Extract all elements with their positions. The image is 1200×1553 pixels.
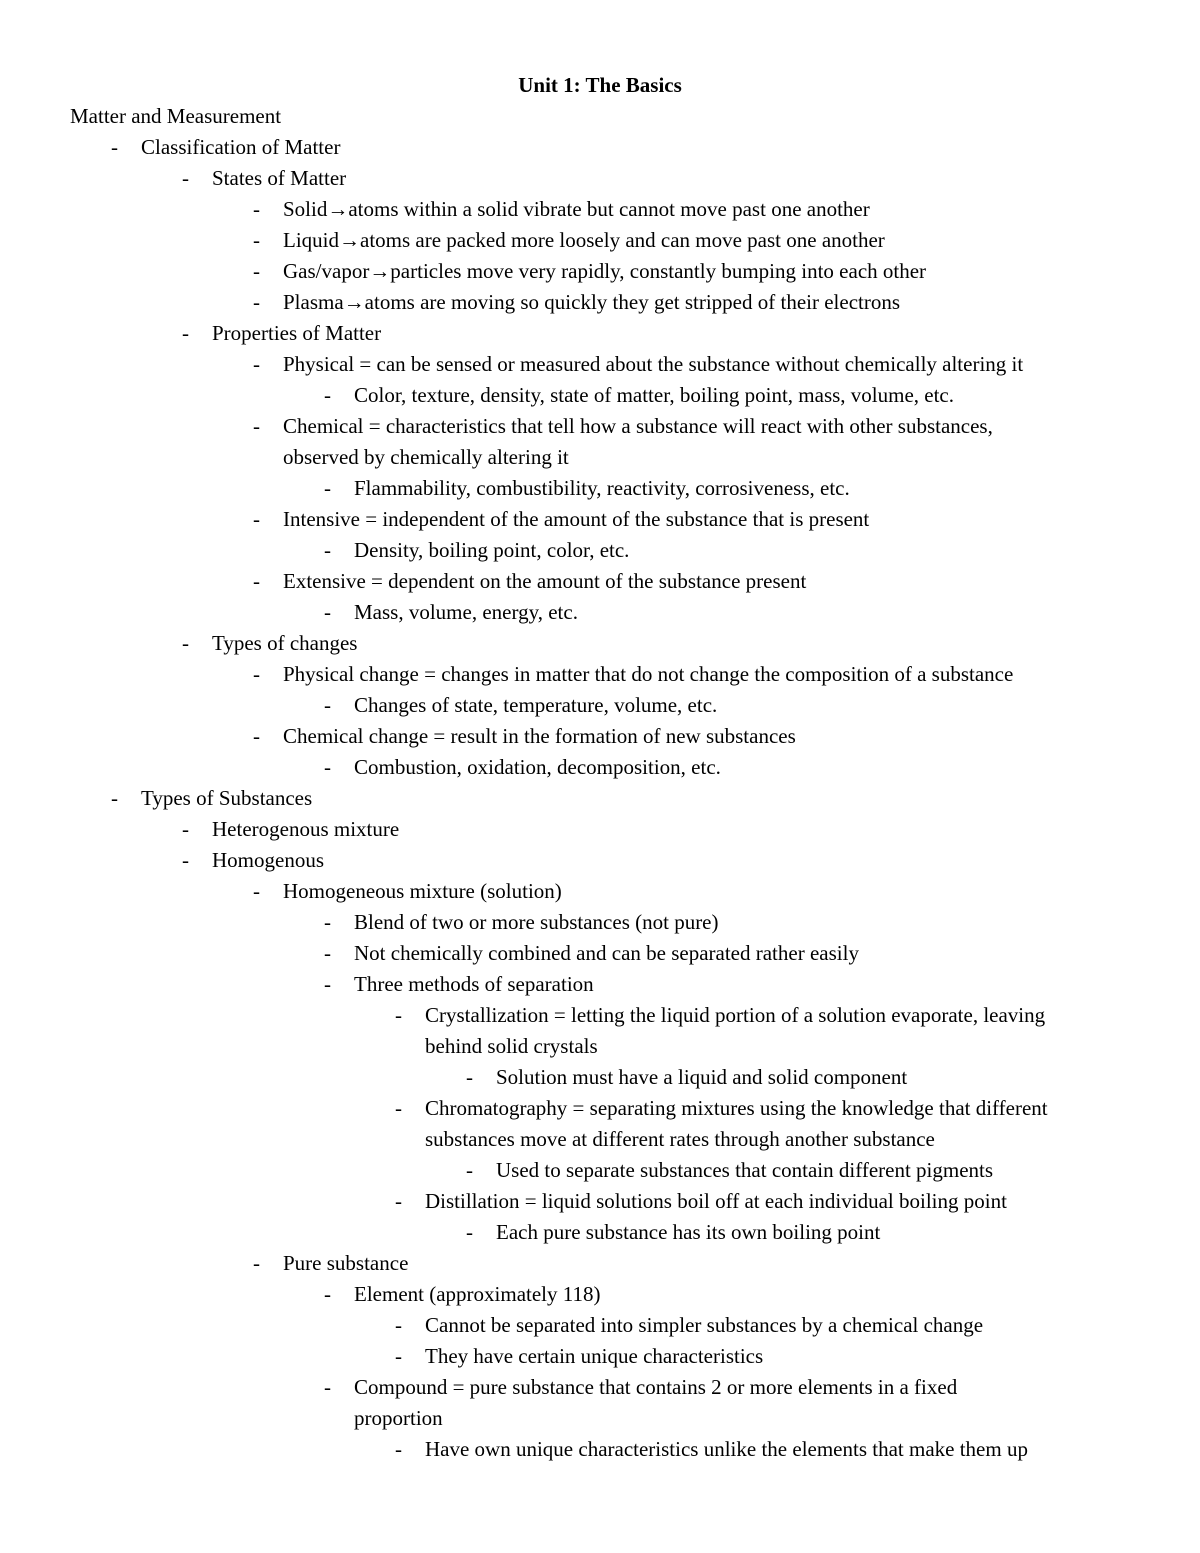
bullet-dash: - [182, 166, 189, 190]
outline-item-text: Not chemically combined and can be separated rather easily [354, 941, 859, 965]
outline-item [0, 659, 1200, 690]
bullet-dash: - [395, 1437, 402, 1461]
outline-item-text: Changes of state, temperature, volume, etc. [354, 693, 718, 717]
outline-item [0, 1434, 1200, 1465]
bullet-dash: - [111, 786, 118, 810]
outline-item-text: They have certain unique characteristics [425, 1344, 764, 1368]
document-title: Unit 1: The Basics [518, 73, 682, 97]
outline-item [0, 1372, 1200, 1403]
outline-item-continuation: observed by chemically altering it [283, 445, 569, 469]
outline-item [0, 1093, 1200, 1124]
outline-item-text: Density, boiling point, color, etc. [354, 538, 630, 562]
bullet-dash: - [395, 1189, 402, 1213]
outline-item-text: Solid→atoms within a solid vibrate but cannot move past one another [283, 197, 870, 221]
bullet-dash: - [395, 1313, 402, 1337]
outline-item [0, 318, 1200, 349]
bullet-dash: - [253, 352, 260, 376]
bullet-dash: - [253, 569, 260, 593]
bullet-dash: - [253, 228, 260, 252]
bullet-dash: - [324, 538, 331, 562]
outline-item [0, 566, 1200, 597]
outline-item-text: Crystallization = letting the liquid portion of a solution evaporate, leaving [425, 1003, 1046, 1027]
outline-item-text: Chromatography = separating mixtures using the knowledge that different [425, 1096, 1048, 1120]
bullet-dash: - [182, 631, 189, 655]
outline-item-text: Cannot be separated into simpler substances by a chemical change [425, 1313, 984, 1337]
bullet-dash: - [324, 972, 331, 996]
outline-item [0, 721, 1200, 752]
outline-item-text: Properties of Matter [212, 321, 382, 345]
outline-item [0, 1124, 1200, 1155]
outline-item [0, 442, 1200, 473]
outline-item [0, 1341, 1200, 1372]
outline-item [0, 1248, 1200, 1279]
outline-item [0, 752, 1200, 783]
outline-item-continuation: substances move at different rates through another substance [425, 1127, 935, 1151]
outline-item [0, 1310, 1200, 1341]
outline-item [0, 907, 1200, 938]
outline-item-text: Each pure substance has its own boiling point [496, 1220, 881, 1244]
bullet-dash: - [253, 290, 260, 314]
outline-item [0, 628, 1200, 659]
outline-item-text: Homogeneous mixture (solution) [283, 879, 562, 903]
outline-item [0, 287, 1200, 318]
bullet-dash: - [466, 1220, 473, 1244]
outline-item-text: Types of changes [212, 631, 358, 655]
outline-item-text: Element (approximately 118) [354, 1282, 601, 1306]
outline-item-text: Have own unique characteristics unlike the elements that make them up [425, 1437, 1028, 1461]
outline-item-text: Homogenous [212, 848, 324, 872]
outline-item [0, 473, 1200, 504]
outline-item-text: Types of Substances [141, 786, 313, 810]
outline-item-text: Extensive = dependent on the amount of the substance present [283, 569, 807, 593]
outline-item [0, 814, 1200, 845]
bullet-dash: - [253, 197, 260, 221]
bullet-dash: - [253, 507, 260, 531]
outline-item-text: Combustion, oxidation, decomposition, etc. [354, 755, 721, 779]
outline-item [0, 349, 1200, 380]
bullet-dash: - [324, 476, 331, 500]
outline-item-text: Used to separate substances that contain different pigments [496, 1158, 994, 1182]
bullet-dash: - [324, 755, 331, 779]
outline-item-text: Chemical change = result in the formation of new substances [283, 724, 796, 748]
outline-item-text: Distillation = liquid solutions boil off at each individual boiling point [425, 1189, 1007, 1213]
bullet-dash: - [395, 1096, 402, 1120]
outline-item [0, 163, 1200, 194]
outline-item-text: Physical change = changes in matter that do not change the composition of a substance [283, 662, 1014, 686]
outline-item-text: Heterogenous mixture [212, 817, 400, 841]
bullet-dash: - [466, 1158, 473, 1182]
outline-item [0, 504, 1200, 535]
bullet-dash: - [253, 259, 260, 283]
outline-item [0, 938, 1200, 969]
bullet-dash: - [324, 1375, 331, 1399]
bullet-dash: - [111, 135, 118, 159]
outline-item [0, 845, 1200, 876]
outline-item-text: Physical = can be sensed or measured about the substance without chemically altering it [283, 352, 1024, 376]
outline-item [0, 132, 1200, 163]
section-heading: Matter and Measurement [70, 104, 282, 128]
outline-item-text: Gas/vapor→particles move very rapidly, constantly bumping into each other [283, 259, 927, 283]
bullet-dash: - [324, 910, 331, 934]
outline-item [0, 1062, 1200, 1093]
outline-item-text: States of Matter [212, 166, 347, 190]
bullet-dash: - [182, 817, 189, 841]
outline-item-text: Intensive = independent of the amount of the substance that is present [283, 507, 870, 531]
bullet-dash: - [182, 321, 189, 345]
outline-item [0, 876, 1200, 907]
outline-item-text: Compound = pure substance that contains 2 or more elements in a fixed [354, 1375, 958, 1399]
outline-item [0, 1217, 1200, 1248]
outline-item [0, 225, 1200, 256]
outline-item-text: Flammability, combustibility, reactivity, corrosiveness, etc. [354, 476, 850, 500]
outline-item [0, 690, 1200, 721]
outline-item-text: Three methods of separation [354, 972, 594, 996]
outline-item-text: Pure substance [283, 1251, 409, 1275]
outline-item [0, 1000, 1200, 1031]
outline-item-text: Mass, volume, energy, etc. [354, 600, 578, 624]
outline-item-text: Liquid→atoms are packed more loosely and can move past one another [283, 228, 885, 252]
bullet-dash: - [253, 1251, 260, 1275]
outline-item-text: Classification of Matter [141, 135, 341, 159]
bullet-dash: - [395, 1344, 402, 1368]
outline-item-text: Plasma→atoms are moving so quickly they get stripped of their electrons [283, 290, 901, 314]
bullet-dash: - [182, 848, 189, 872]
bullet-dash: - [253, 662, 260, 686]
bullet-dash: - [253, 414, 260, 438]
bullet-dash: - [324, 693, 331, 717]
outline-item-text: Blend of two or more substances (not pure) [354, 910, 719, 934]
bullet-dash: - [253, 724, 260, 748]
bullet-dash: - [466, 1065, 473, 1089]
outline-item-text: Chemical = characteristics that tell how a substance will react with other substances, [283, 414, 993, 438]
outline-item [0, 535, 1200, 566]
outline-item [0, 194, 1200, 225]
outline-item [0, 411, 1200, 442]
outline-item [0, 1403, 1200, 1434]
outline-item [0, 1031, 1200, 1062]
outline-item [0, 1186, 1200, 1217]
bullet-dash: - [253, 879, 260, 903]
outline-item [0, 380, 1200, 411]
bullet-dash: - [324, 941, 331, 965]
bullet-dash: - [324, 600, 331, 624]
outline-item [0, 783, 1200, 814]
outline-item [0, 256, 1200, 287]
outline-item-continuation: proportion [354, 1406, 443, 1430]
bullet-dash: - [395, 1003, 402, 1027]
bullet-dash: - [324, 383, 331, 407]
outline-item-continuation: behind solid crystals [425, 1034, 598, 1058]
outline-item [0, 1155, 1200, 1186]
outline-item [0, 597, 1200, 628]
bullet-dash: - [324, 1282, 331, 1306]
outline-item-text: Color, texture, density, state of matter, boiling point, mass, volume, etc. [354, 383, 955, 407]
outline-item [0, 1279, 1200, 1310]
outline-item-text: Solution must have a liquid and solid component [496, 1065, 908, 1089]
outline-item [0, 969, 1200, 1000]
